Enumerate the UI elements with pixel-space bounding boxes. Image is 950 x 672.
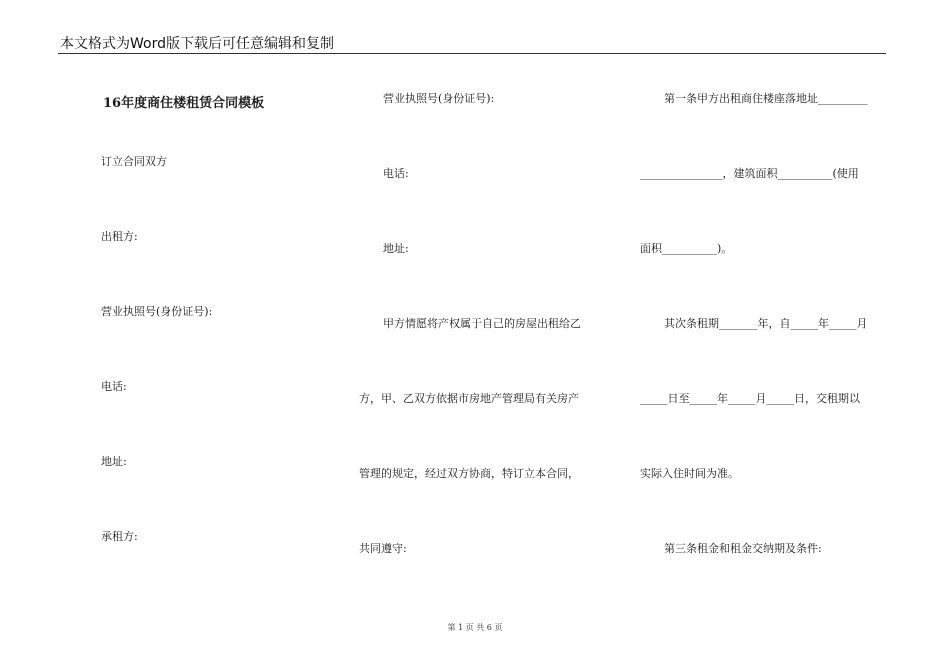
col2-line-6: 管理的规定，经过双方协商，特订立本合同，: [359, 467, 579, 480]
col3-line-7: 第三条租金和租金交纳期及条件:: [664, 542, 822, 555]
col1-line-4: 电话:: [101, 380, 127, 393]
col2-line-7: 共同遵守:: [359, 542, 407, 555]
col3-line-2: _______________，建筑面积__________(使用: [640, 167, 859, 180]
document-header-title: 本文格式为Word版下载后可任意编辑和复制: [60, 36, 334, 52]
col1-line-5: 地址:: [101, 455, 127, 468]
col2-line-3: 地址:: [383, 242, 409, 255]
col3-line-4: 其次条租期_______年，自_____年_____月: [664, 317, 868, 330]
col1-line-1: 订立合同双方: [101, 155, 167, 168]
col3-line-1: 第一条甲方出租商住楼座落地址_________: [664, 92, 868, 105]
col3-line-5: _____日至_____年_____月_____日，交租期以: [640, 392, 860, 405]
col1-line-3: 营业执照号(身份证号):: [101, 305, 213, 318]
col2-line-2: 电话:: [383, 167, 409, 180]
col2-line-5: 方，甲、乙双方依据市房地产管理局有关房产: [359, 392, 579, 405]
document-title: 16年度商住楼租赁合同模板: [103, 96, 265, 111]
header-divider: [58, 53, 886, 54]
col3-line-6: 实际入住时间为准。: [640, 467, 739, 480]
col1-line-6: 承租方:: [101, 530, 138, 543]
page-number: 第 1 页 共 6 页: [447, 623, 503, 632]
col2-line-1: 营业执照号(身份证号):: [383, 92, 495, 105]
col1-line-2: 出租方:: [101, 230, 138, 243]
col2-line-4: 甲方情愿将产权属于自己的房屋出租给乙: [383, 317, 581, 330]
col3-line-3: 面积__________)。: [640, 242, 733, 255]
